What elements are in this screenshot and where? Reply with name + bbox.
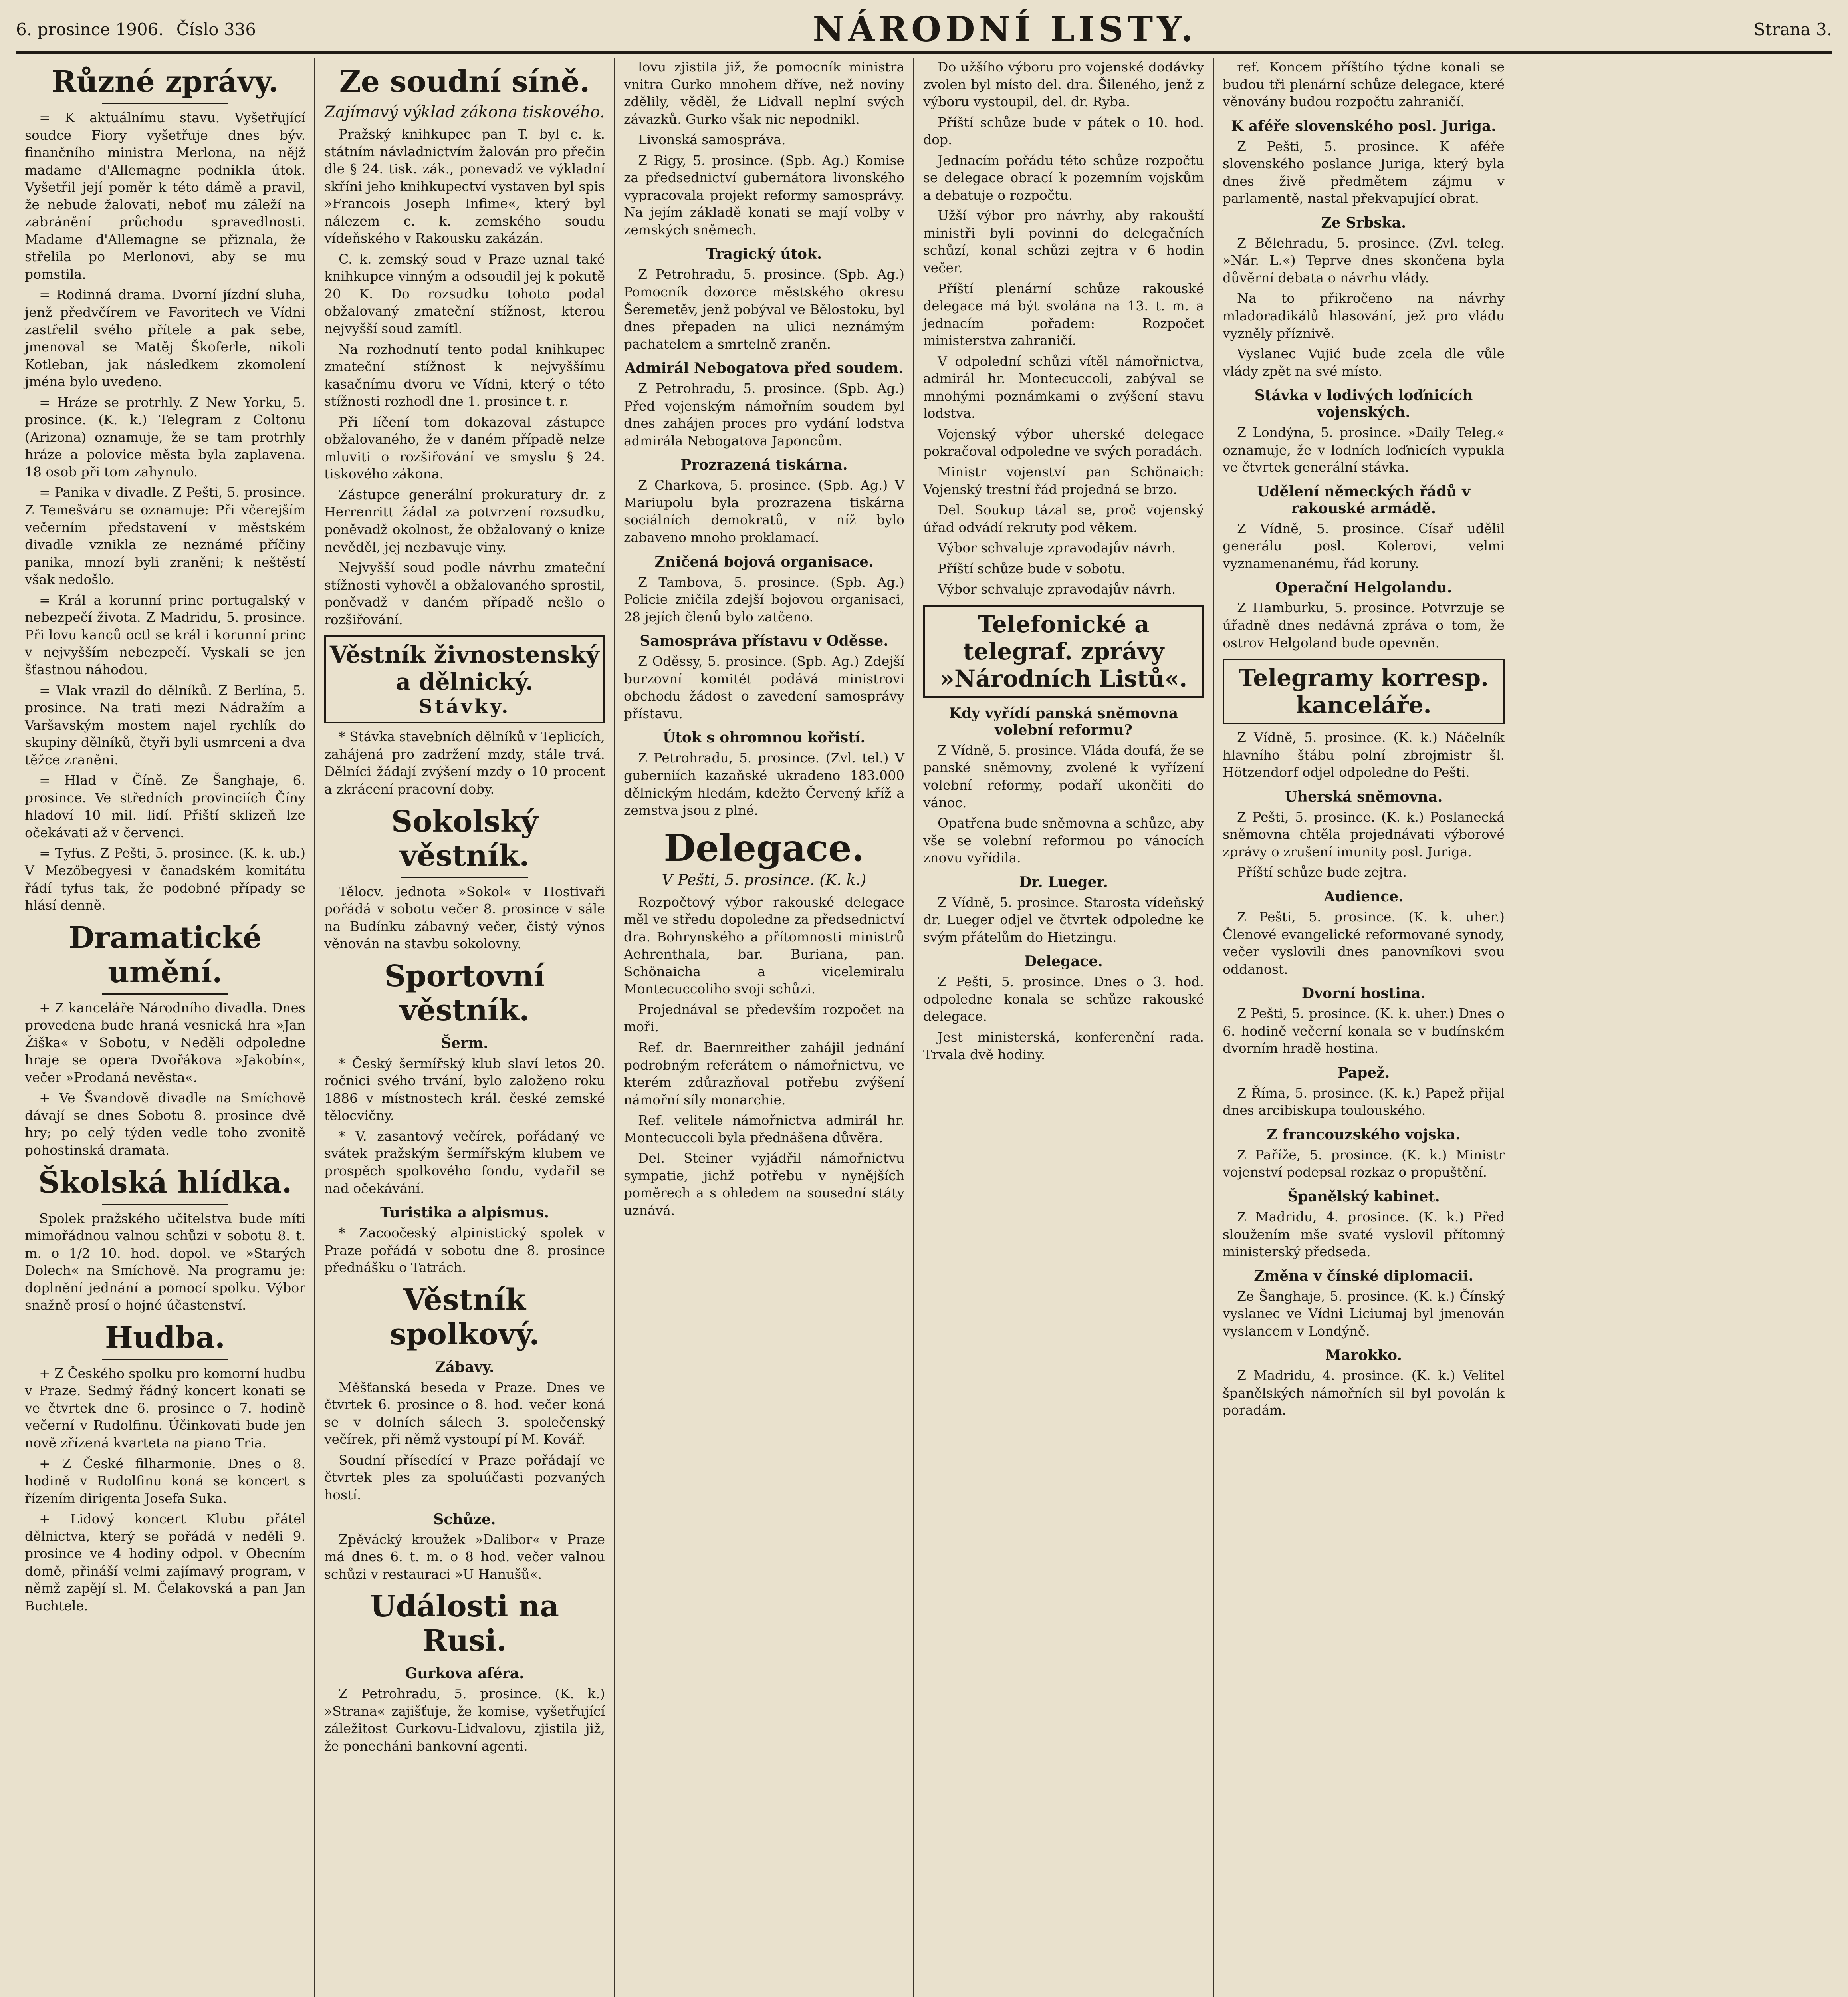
section-title: Sportovní věstník.	[384, 959, 545, 1028]
article-heading: Šerm.	[441, 1034, 488, 1052]
article-list	[923, 973, 1204, 1063]
column-1	[16, 58, 315, 1997]
article-paragraph: Ministr vojenství pan Schönaich: Vojenský trestní řád projedná se brzo.	[923, 464, 1204, 497]
article-list	[624, 893, 904, 1219]
divider	[102, 1359, 228, 1360]
article-list	[1223, 808, 1505, 881]
boxed-header	[1223, 659, 1505, 724]
article-paragraph: Livonská samospráva.	[638, 132, 786, 148]
article-paragraph: Ze Šanghaje, 5. prosince. (K. k.) Čínský vyslanec ve Vídni Liciumaj byl jmenován vyslancem v Londýně.	[1223, 1288, 1505, 1339]
article-paragraph: Z Vídně, 5. prosince. Starosta vídeňský dr. Lueger odjel ve čtvrtek odpoledne ke svým přátelům do Hietzingu.	[923, 894, 1204, 945]
article-heading: Změna v čínské diplomacii.	[1253, 1267, 1474, 1284]
article-list	[25, 1365, 305, 1615]
article-list	[923, 742, 1204, 867]
article-paragraph: Z Pešti, 5. prosince. (K. k.) Poslanecká sněmovna chtěla projednávati výborové zprávy o zrušení imunity posl. Juriga.	[1223, 809, 1505, 860]
article-list	[624, 574, 904, 626]
article-paragraph: Z Paříže, 5. prosince. (K. k.) Ministr vojenství podepsal rozkaz o propuštění.	[1223, 1147, 1505, 1180]
article-paragraph: ref. Koncem příštího týdne konali se budou tři plenární schůze delegace, které věnovány budou rozpočtu zahraničí.	[1223, 59, 1505, 110]
article-heading: Udělení německých řádů v rakouské armádě.	[1257, 483, 1470, 517]
section-title: Věstník spolkový.	[390, 1282, 539, 1352]
article-paragraph: Z Vídně, 5. prosince. (K. k.) Náčelník hlavního štábu polní zbrojmistr šl. Hötzendorf odjel odpoledne do Pešti.	[1223, 730, 1505, 780]
article-paragraph: Z Říma, 5. prosince. (K. k.) Papež přijal dnes arcibiskupa toulouského.	[1223, 1085, 1505, 1118]
article-list	[324, 1055, 605, 1197]
article-list	[324, 883, 605, 953]
article-paragraph: Z Charkova, 5. prosince. (Spb. Ag.) V Mariupolu byla prozrazena tiskárna sociálních demokratů, v níž bylo zabaveno mnoho proklamací.	[624, 477, 904, 546]
article-heading: Gurkova aféra.	[405, 1665, 524, 1682]
article-list	[1223, 1208, 1505, 1261]
article-paragraph: * Zacoočeský alpinistický spolek v Praze pořádá v sobotu dne 8. prosince přednášku o Tatrách.	[324, 1225, 605, 1276]
article-paragraph: + Z České filharmonie. Dnes o 8. hodině v Rudolfinu koná se koncert s řízením dirigenta Josefa Suka.	[25, 1455, 305, 1506]
section-title: Ze soudní síně.	[339, 65, 590, 99]
article-list	[324, 1379, 605, 1504]
article-paragraph: Zpěvácký kroužek »Dalibor« v Praze má dnes 6. t. m. o 8 hod. večer valnou schůzi v restauraci »U Hanušů«.	[324, 1531, 605, 1582]
column-2	[315, 58, 615, 1997]
divider	[401, 877, 527, 878]
article-paragraph: = Panika v divadle. Z Pešti, 5. prosince. Z Temešváru se oznamuje: Při včerejším večerním představení v městském divadle vznikla ze neznámé příčiny panika, mnozí byli zraněni; k neštěstí však nedošlo.	[25, 484, 305, 588]
article-heading: Operační Helgolandu.	[1275, 579, 1452, 596]
article-list	[1223, 520, 1505, 572]
section-title: Dramatické umění.	[68, 920, 262, 989]
article-paragraph: = Hlad v Číně. Ze Šanghaje, 6. prosince. Ve středních provinciích Číny hladoví 10 mil. lidí. Přiští sklizeň lze očekávati až v červenci.	[25, 772, 305, 840]
article-list	[923, 58, 1204, 598]
article-list	[1223, 599, 1505, 651]
article-paragraph: + Lidový koncert Klubu přátel dělnictva, který se pořádá v neděli 9. prosince ve 4 hodiny odpol. v Obecním domě, přináší velmi zajímavý program, v němž zapějí sl. M. Čelakovská a pan Jan Buchtele.	[25, 1511, 305, 1614]
divider	[102, 103, 228, 104]
article-list	[624, 749, 904, 819]
article-paragraph: Výbor schvaluje zpravodajův návrh.	[938, 581, 1176, 597]
article-paragraph: Z Oděssy, 5. prosince. (Spb. Ag.) Zdejší burzovní komitét podává ministrovi obchodu žádost o zavedení samosprávy přístavu.	[624, 653, 904, 721]
article-heading: Kdy vyřídí panská sněmovna volební reformu?	[949, 705, 1178, 738]
boxed-header	[324, 635, 605, 723]
masthead-issue: Číslo 336	[176, 19, 256, 39]
article-paragraph: = Vlak vrazil do dělníků. Z Berlína, 5. prosince. Na trati mezi Nádražím a Varšavským mostem najel rychlík do skupiny dělníků, čtyři byli usmrceni a dva těžce zraněni.	[25, 682, 305, 768]
article-list	[25, 109, 305, 914]
article-paragraph: Užší výbor pro návrhy, aby rakouští ministři byli povinni do delegačních schůzí, konal schůzi zejtra v 6 hodin večer.	[923, 208, 1204, 276]
section-title: Telefonické a telegraf. zprávy »Národních Listů«.	[940, 610, 1188, 692]
article-list	[624, 58, 904, 238]
article-paragraph: Vojenský výbor uherské delegace pokračoval odpoledne ve svých poradách.	[923, 426, 1204, 459]
article-heading: Španělský kabinet.	[1287, 1188, 1440, 1205]
article-paragraph: Nejvyšší soud podle návrhu zmateční stížnosti vyhověl a obžalovaného sprostil, poněvadž v daném případě nešlo o rozšiřování.	[324, 560, 605, 627]
article-paragraph: Vyslanec Vujić bude zcela dle vůle vlády zpět na své místo.	[1223, 346, 1505, 379]
article-paragraph: * V. zasantový večírek, pořádaný ve svátek pražským šermířským klubem ve prospěch spolkového fondu, vydařil se nad očekávání.	[324, 1128, 605, 1196]
article-heading: Útok s ohromnou kořistí.	[662, 729, 866, 746]
article-paragraph: Z Pešti, 5. prosince. K aféře slovenského poslance Juriga, který byla dnes živě předmětem zájmu v parlamentě, nastal překvapující obrat.	[1223, 138, 1505, 206]
section-title: Delegace.	[664, 826, 865, 869]
article-paragraph: Z Londýna, 5. prosince. »Daily Teleg.« oznamuje, že v lodních loďnicích vypukla ve čtvrtek generální stávka.	[1223, 425, 1505, 475]
article-list	[25, 1210, 305, 1314]
article-paragraph: Soudní přísedící v Praze pořádají ve čtvrtek ples za spoluúčasti pozvaných hostí.	[324, 1452, 605, 1503]
article-paragraph: Na to přikročeno na návrhy mladoradikálů hlasování, jež pro vládu vyzněly příznivě.	[1223, 290, 1505, 341]
article-list	[923, 894, 1204, 946]
article-list	[1223, 1367, 1505, 1419]
article-list	[1223, 1005, 1505, 1057]
article-paragraph: Jednacím pořádu této schůze rozpočtu se delegace obrací k pozemním vojskům a debatuje o rozpočtu.	[923, 152, 1204, 203]
article-paragraph: Z Pešti, 5. prosince. (K. k. uher.) Dnes o 6. hodině večerní konala se v budínském dvorním hradě hostina.	[1223, 1006, 1505, 1056]
article-paragraph: Z Pešti, 5. prosince. Dnes o 3. hod. odpoledne konala se schůze rakouské delegace.	[923, 974, 1204, 1024]
article-paragraph: Z Petrohradu, 5. prosince. (Spb. Ag.) Před vojenským námořním soudem byl dnes zahájen proces pro vydání lodstva admirála Nebogatova Japoncům.	[624, 381, 904, 449]
article-paragraph: Z Tambova, 5. prosince. (Spb. Ag.) Policie zničila zdejší bojovou organisaci, 28 jejích členů bylo zatčeno.	[624, 574, 904, 625]
article-heading: Audience.	[1324, 888, 1404, 905]
article-paragraph: = Hráze se protrhly. Z New Yorku, 5. prosince. (K. k.) Telegram z Coltonu (Arizona) oznamuje, že se tam protrhly hráze a polovice města byla zaplavena. 18 osob při tom zahynulo.	[25, 394, 305, 480]
section-title: Sokolský věstník.	[391, 804, 538, 873]
divider	[102, 993, 228, 995]
section-title: Telegramy korresp. kanceláře.	[1238, 664, 1489, 719]
article-heading: Uherská sněmovna.	[1285, 788, 1443, 805]
article-paragraph: + Ve Švandově divadle na Smíchově dávají se dnes Sobotu 8. prosince dvě hry; po celý týden vedle toho zvonitě pohostinská dramata.	[25, 1090, 305, 1158]
masthead-date: 6. prosince 1906.	[16, 19, 164, 39]
article-paragraph: Do užšího výboru pro vojenské dodávky zvolen byl místo del. dra. Šileného, jenž z výboru vystoupil, del. dr. Ryba.	[923, 59, 1204, 110]
article-paragraph: Projednával se především rozpočet na moři.	[624, 1001, 904, 1035]
article-paragraph: + Z kanceláře Národního divadla. Dnes provedena bude hraná vesnická hra »Jan Žiška« v Sobotu, v Neděli odpoledne hraje se opera Dvořákova »Jakobín«, večer »Prodaná nevěsta«.	[25, 1000, 305, 1085]
article-paragraph: Ref. dr. Baernreither zahájil jednání podrobným referátem o námořnictvu, ve kterém zdůrazňoval potřebu zvýšení námořní síly monarchie.	[624, 1039, 904, 1108]
article-paragraph: V odpolední schůzi vítěl námořnictva, admirál hr. Montecuccoli, zabýval se mnohými poznámkami o zvýšení stavu lodstva.	[923, 353, 1204, 421]
article-list	[324, 125, 605, 628]
article-list	[1223, 1146, 1505, 1181]
article-paragraph: Tělocv. jednota »Sokol« v Hostivaři pořádá v sobotu večer 8. prosince v sále na Budínku zábavný večer, čistý výnos věnován na stavbu sokolovny.	[324, 883, 605, 952]
article-paragraph: Při líčení tom dokazoval zástupce obžalovaného, že v daném případě nelze mluviti o rozšiřování ve smyslu § 24. tiskového zákona.	[324, 414, 605, 482]
article-heading: K aféře slovenského posl. Juriga.	[1231, 117, 1496, 135]
column-5	[1214, 58, 1513, 1997]
article-paragraph: Příští schůze bude zejtra.	[1237, 864, 1407, 880]
article-list	[1223, 58, 1505, 111]
section-title: Události na Rusi.	[370, 1589, 559, 1658]
article-paragraph: Zástupce generální prokuratury dr. z Herrenritt žádal za potvrzení rozsudku, poněvadž okolnost, že obžalovaný o knize nevěděl, jej nezbavuje viny.	[324, 486, 605, 555]
article-list	[1223, 1288, 1505, 1340]
article-paragraph: Z Madridu, 4. prosince. (K. k.) Před sloužením mše svaté vyslovil přítomný ministerský předseda.	[1223, 1209, 1505, 1260]
article-paragraph: Opatřena bude sněmovna a schůze, aby vše se volební reformou po vánocích znovu vyřídila.	[923, 815, 1204, 866]
column-3	[615, 58, 914, 1997]
article-list	[1223, 138, 1505, 207]
section-title: Věstník živnostenský a dělnický.	[329, 641, 600, 696]
article-paragraph: + Z Českého spolku pro komorní hudbu v Praze. Sedmý řádný koncert konati se ve čtvrtek dne 6. prosince o 7. hodině večerní v Rudolfinu. Účinkovati bude jen nově zřízená kvarteta na piano Tria.	[25, 1365, 305, 1451]
column-4	[914, 58, 1214, 1997]
article-paragraph: Rozpočtový výbor rakouské delegace měl ve středu dopoledne za předsednictví dra. Bohrynského a přítomnosti ministrů Aehrenthala, bar. Buriana, pan. Schönaicha a vicelemiralu Montecuccoliho svoji schůzi.	[624, 894, 904, 997]
article-paragraph: lovu zjistila již, že pomocník ministra vnitra Gurko mnohem dříve, než noviny zdělily, věděl, že Lidvall neplní svých závazků. Gurko však nic nepodnikl.	[624, 59, 904, 127]
article-heading: Turistika a alpismus.	[380, 1204, 549, 1221]
article-paragraph: Z Rigy, 5. prosince. (Spb. Ag.) Komise za předsednictví gubernátora livonského vypracovala projekt reformy samosprávy. Na jejím základě konati se mají volby v zemských sněmech.	[624, 152, 904, 238]
article-list	[624, 266, 904, 353]
article-paragraph: Spolek pražského učitelstva bude míti mimořádnou valnou schůzi v sobotu 8. t. m. o 1/2 10. hod. dopol. ve »Starých Dolech« na Smíchově. Na programu je: doplnění jednání a pomocí spolku. Výbor snažně prosí o hojné účastenství.	[25, 1210, 305, 1313]
article-list	[324, 728, 605, 798]
section-subtitle: Stávky.	[418, 695, 511, 718]
article-paragraph: = Král a korunní princ portugalský v nebezpečí života. Z Madridu, 5. prosince. Při lovu kanců octl se král i korunní princ v nejvyšším nebezpečí. Vyskali se jen šťastnou náhodou.	[25, 592, 305, 677]
article-paragraph: Ref. velitele námořnictva admirál hr. Montecuccoli byla přednášena důvěra.	[624, 1112, 904, 1145]
article-heading: Marokko.	[1325, 1347, 1402, 1364]
article-heading: Papež.	[1337, 1064, 1390, 1081]
article-list	[324, 1531, 605, 1583]
section-title: Školská hlídka.	[38, 1165, 292, 1200]
article-paragraph: Příští plenární schůze rakouské delegace má být svolána na 13. t. m. a jednacím pořadem: Rozpočet ministerstva zahraničí.	[923, 280, 1204, 349]
article-paragraph: Příští schůze bude v sobotu.	[938, 560, 1126, 576]
article-list	[624, 476, 904, 546]
article-heading: Prozrazená tiskárna.	[680, 457, 848, 474]
divider	[102, 1204, 228, 1205]
article-paragraph: Na rozhodnutí tento podal knihkupec zmateční stížnost k nejvyššímu kasačnímu dvoru ve Vídni, který o této stížnosti rozhodl dne 1. prosince t. r.	[324, 341, 605, 409]
article-paragraph: Del. Soukup tázal se, proč vojenský úřad odvádí rekruty pod věkem.	[923, 502, 1204, 535]
article-paragraph: Z Vídně, 5. prosince. Vláda doufá, že se panské sněmovny, zvolené k vyřízení volební reformy, podaří ukončiti do vánoc.	[923, 742, 1204, 810]
masthead-page: Strana 3.	[1753, 19, 1832, 39]
article-list	[324, 1685, 605, 1755]
article-heading: Stávka v lodivých loďnicích vojenských.	[1254, 387, 1473, 421]
article-heading: Samospráva přístavu v Oděsse.	[640, 633, 888, 650]
section-title: Různé zprávy.	[52, 65, 279, 99]
article-paragraph: Příští schůze bude v pátek o 10. hod. dop.	[923, 114, 1204, 148]
article-paragraph: = Rodinná drama. Dvorní jízdní sluha, jenž předvčírem ve Favoritech ve Vídni zastřelil svého přítele a pak sebe, jmenoval se Matěj Škoferle, nikoli Kotleban, jak následkem zkomolení jména bylo uvedeno.	[25, 287, 305, 390]
article-list	[1223, 908, 1505, 978]
article-heading: Ze Srbska.	[1321, 214, 1406, 231]
article-paragraph: Z Vídně, 5. prosince. Císař udělil generálu posl. Kolerovi, velmi vyznamenanému, řád koruny.	[1223, 520, 1505, 571]
article-paragraph: Del. Steiner vyjádřil námořnictvu sympatie, jichž potřebu v nynějších poměrech a s ohledem na sousední státy uznává.	[624, 1150, 904, 1218]
article-paragraph: Z Pešti, 5. prosince. (K. k. uher.) Členové evangelické reformované synody, večer vyslovili dnes panovníkovi svou oddanost.	[1223, 909, 1505, 977]
article-list	[624, 380, 904, 449]
article-list	[1223, 1084, 1505, 1119]
article-heading: Zábavy.	[435, 1358, 494, 1376]
section-title: Hudba.	[105, 1320, 225, 1355]
article-paragraph: Z Petrohradu, 5. prosince. (K. k.) »Strana« zajišťuje, že komise, vyšetřující záležitost Gurkovu-Lidvalovu, zjistila již, že ponecháni bankovní agenti.	[324, 1686, 605, 1754]
article-paragraph: * Český šermířský klub slaví letos 20. ročnici svého trvání, bylo založeno roku 1886 v místnostech král. české zemské tělocvičny.	[324, 1055, 605, 1124]
masthead-title: NÁRODNÍ LISTY.	[813, 9, 1197, 50]
masthead-left	[16, 20, 256, 39]
article-heading: Delegace.	[1024, 953, 1103, 970]
article-heading: Z francouzského vojska.	[1267, 1126, 1461, 1143]
article-paragraph: Z Bělehradu, 5. prosince. (Zvl. teleg. »Nár. L.«) Teprve dnes skončena byla důvěrní debata o návrhu vlády.	[1223, 235, 1505, 286]
article-paragraph: Měšťanská beseda v Praze. Dnes ve čtvrtek 6. prosince o 8. hod. večer koná se v dolních sálech 3. společenský večírek, při němž vystoupí pí M. Kovář.	[324, 1379, 605, 1447]
article-paragraph: Z Hamburku, 5. prosince. Potvrzuje se úřadně dnes nedávná zpráva o tom, že ostrov Helgoland bude opevněn.	[1223, 600, 1505, 651]
article-paragraph: = K aktuálnímu stavu. Vyšetřující soudce Fiory vyšetřuje dnes býv. finančního ministra Merlona, na nějž madame d'Allemagne podnikla útok. Vyšetřil její poměr k této dámě a pravil, že nebude žalovati, neboť mu záleží na zabránění průchodu spravedlnosti. Madame d'Allemagne se přiznala, že střelila po Merlonovi, aby se mu pomstila.	[25, 110, 305, 282]
article-list	[1223, 424, 1505, 476]
article-paragraph: Z Petrohradu, 5. prosince. (Spb. Ag.) Pomocník dozorce městského okresu Šeremetěv, jenž pobýval ve Bělostoku, byl dnes přepaden na ulici neznámým pachatelem a smrtelně zraněn.	[624, 266, 904, 352]
article-paragraph: C. k. zemský soud v Praze uznal také knihkupce vinným a odsoudil jej k pokutě 20 K. Do rozsudku tohoto podal obžalovaný zmateční stížnost, kterou nejvyšší soud zamítl.	[324, 251, 605, 337]
article-heading: Zničená bojová organisace.	[654, 553, 874, 570]
article-paragraph: Jest ministerská, konferenční rada. Trvala dvě hodiny.	[923, 1029, 1204, 1062]
article-list	[1223, 729, 1505, 781]
masthead	[16, 7, 1832, 54]
section-subtitle: Zajímavý výklad zákona tiskového.	[324, 103, 605, 121]
article-list	[1223, 234, 1505, 380]
boxed-header	[923, 605, 1204, 698]
columns	[16, 58, 1832, 1997]
article-heading: Dr. Lueger.	[1019, 873, 1108, 891]
article-heading: Schůze.	[433, 1511, 496, 1528]
article-paragraph: Z Madridu, 4. prosince. (K. k.) Velitel španělských námořních sil byl povolán k poradám.	[1223, 1368, 1505, 1418]
article-paragraph: Z Petrohradu, 5. prosince. (Zvl. tel.) V guberniích kazaňské ukradeno 183.000 dělnickým hledám, kdežto Červený kříž a zemstva jsou z plné.	[624, 750, 904, 818]
article-paragraph: = Tyfus. Z Pešti, 5. prosince. (K. k. ub.) V Mezőbegyesi v čanadském komitátu řádí tyfus tak, že podobné případy se hlásí denně.	[25, 845, 305, 913]
article-list	[324, 1224, 605, 1276]
article-paragraph: Pražský knihkupec pan T. byl c. k. státním návladnictvím žalován pro přečin dle § 24. tisk. zák., ponevadž ve výkladní skříni jeho knihkupectví vystaven byl spis »Francois Joseph Infime«, který byl nálezem c. k. zemského soudu vídeňského v Rakousku zakázán.	[324, 126, 605, 246]
article-list	[25, 999, 305, 1159]
article-list	[624, 653, 904, 722]
article-heading: Admirál Nebogatova před soudem.	[625, 360, 904, 377]
article-heading: Tragický útok.	[706, 246, 822, 263]
article-paragraph: Výbor schvaluje zpravodajův návrh.	[938, 540, 1176, 556]
article-paragraph: * Stávka stavebních dělníků v Teplicích, zahájená pro zadržení mzdy, stále trvá. Dělníci žádají zvýšení mzdy o 10 procent a zkrácení pracovní doby.	[324, 729, 605, 797]
article-heading: Dvorní hostina.	[1301, 985, 1426, 1002]
dateline: V Pešti, 5. prosince. (K. k.)	[662, 871, 866, 889]
